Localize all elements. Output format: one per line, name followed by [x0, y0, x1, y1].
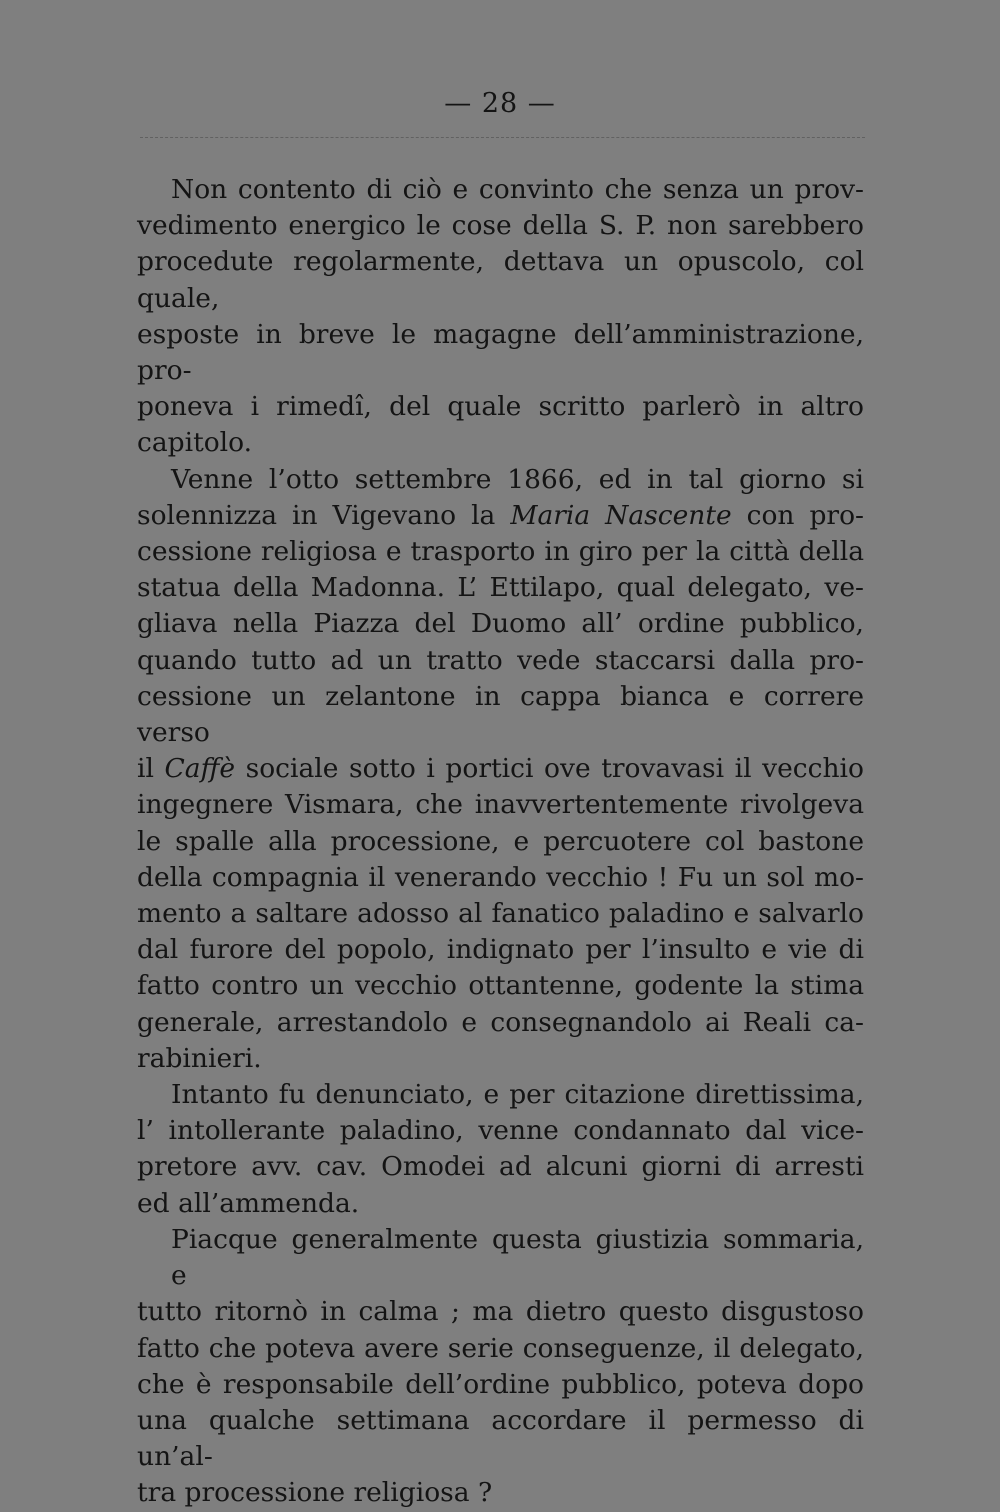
text-line: Piacque generalmente questa giustizia sommaria, e [171, 1223, 864, 1292]
text-line: tutto ritornò in calma ; ma dietro questo disgustoso [137, 1296, 864, 1328]
text-line: pretore avv. cav. Omodei ad alcuni giorni di arresti [137, 1151, 864, 1183]
text-segment: sociale sotto i portici ove trovavasi il vecchio [235, 753, 864, 785]
text-line: procedute regolarmente, dettava un opuscolo, col quale, [137, 246, 864, 314]
text-line: Venne l’otto settembre 1866, ed in tal giorno si [171, 463, 864, 495]
text-line: cessione un zelantone in cappa bianca e correre verso [137, 680, 864, 749]
text-line: ed all’ammenda. [137, 1187, 360, 1219]
paragraph-2 [137, 462, 864, 1077]
text-line: Intanto fu denunciato, e per citazione direttissima, [171, 1079, 864, 1111]
paragraph-4 [137, 1222, 864, 1512]
text-line: dal furore del popolo, indignato per l’insulto e vie di [137, 934, 864, 966]
text-line: cessione religiosa e trasporto in giro per la città della [137, 536, 864, 568]
text-line: una qualche settimana accordare il permesso di un’al- [137, 1404, 864, 1473]
paragraph-1 [137, 172, 864, 462]
text-line: fatto che poteva avere serie conseguenze, il delegato, [137, 1332, 864, 1364]
paragraph-3 [137, 1077, 864, 1222]
text-line: quando tutto ad un tratto vede staccarsi dalla pro- [137, 644, 864, 676]
text-line: tra processione religiosa ? [137, 1477, 493, 1509]
text-segment: il [137, 753, 165, 785]
text-line: mento a saltare adosso al fanatico paladino e salvarlo [137, 898, 864, 930]
text-line [137, 751, 864, 787]
text-line: le spalle alla processione, e percuotere col bastone [137, 825, 864, 857]
page-number: — 28 — [444, 88, 556, 119]
body-text [137, 172, 864, 1512]
text-line [137, 498, 864, 534]
text-line: generale, arrestandolo e consegnandolo ai Reali ca- [137, 1006, 864, 1038]
text-line: rabinieri. [137, 1042, 262, 1074]
text-line: fatto contro un vecchio ottantenne, godente la stima [137, 970, 864, 1002]
text-segment: solennizza in Vigevano la [137, 499, 511, 531]
text-segment: con pro- [731, 499, 865, 531]
text-line: esposte in breve le magagne dell’amministrazione, pro- [137, 318, 864, 387]
text-line: statua della Madonna. L’ Ettilapo, qual delegato, ve- [137, 572, 864, 604]
text-line: della compagnia il venerando vecchio ! Fu un sol mo- [137, 861, 864, 893]
text-line: che è responsabile dell’ordine pubblico, poteva dopo [137, 1368, 864, 1400]
text-line: ingegnere Vismara, che inavvertentemente rivolgeva [137, 789, 864, 821]
text-line: vedimento energico le cose della S. P. non sarebbero [137, 210, 864, 242]
text-line: l’ intollerante paladino, venne condannato dal vice- [137, 1115, 864, 1147]
italic-title: Caffè [164, 753, 236, 785]
header-rule [140, 137, 865, 138]
text-line: capitolo. [137, 427, 253, 459]
text-line: Non contento di ciò e convinto che senza un prov- [171, 174, 864, 205]
italic-title: Maria Nascente [510, 499, 732, 531]
text-line: gliava nella Piazza del Duomo all’ ordine pubblico, [137, 608, 864, 640]
text-line: poneva i rimedî, del quale scritto parlerò in altro [137, 391, 864, 423]
